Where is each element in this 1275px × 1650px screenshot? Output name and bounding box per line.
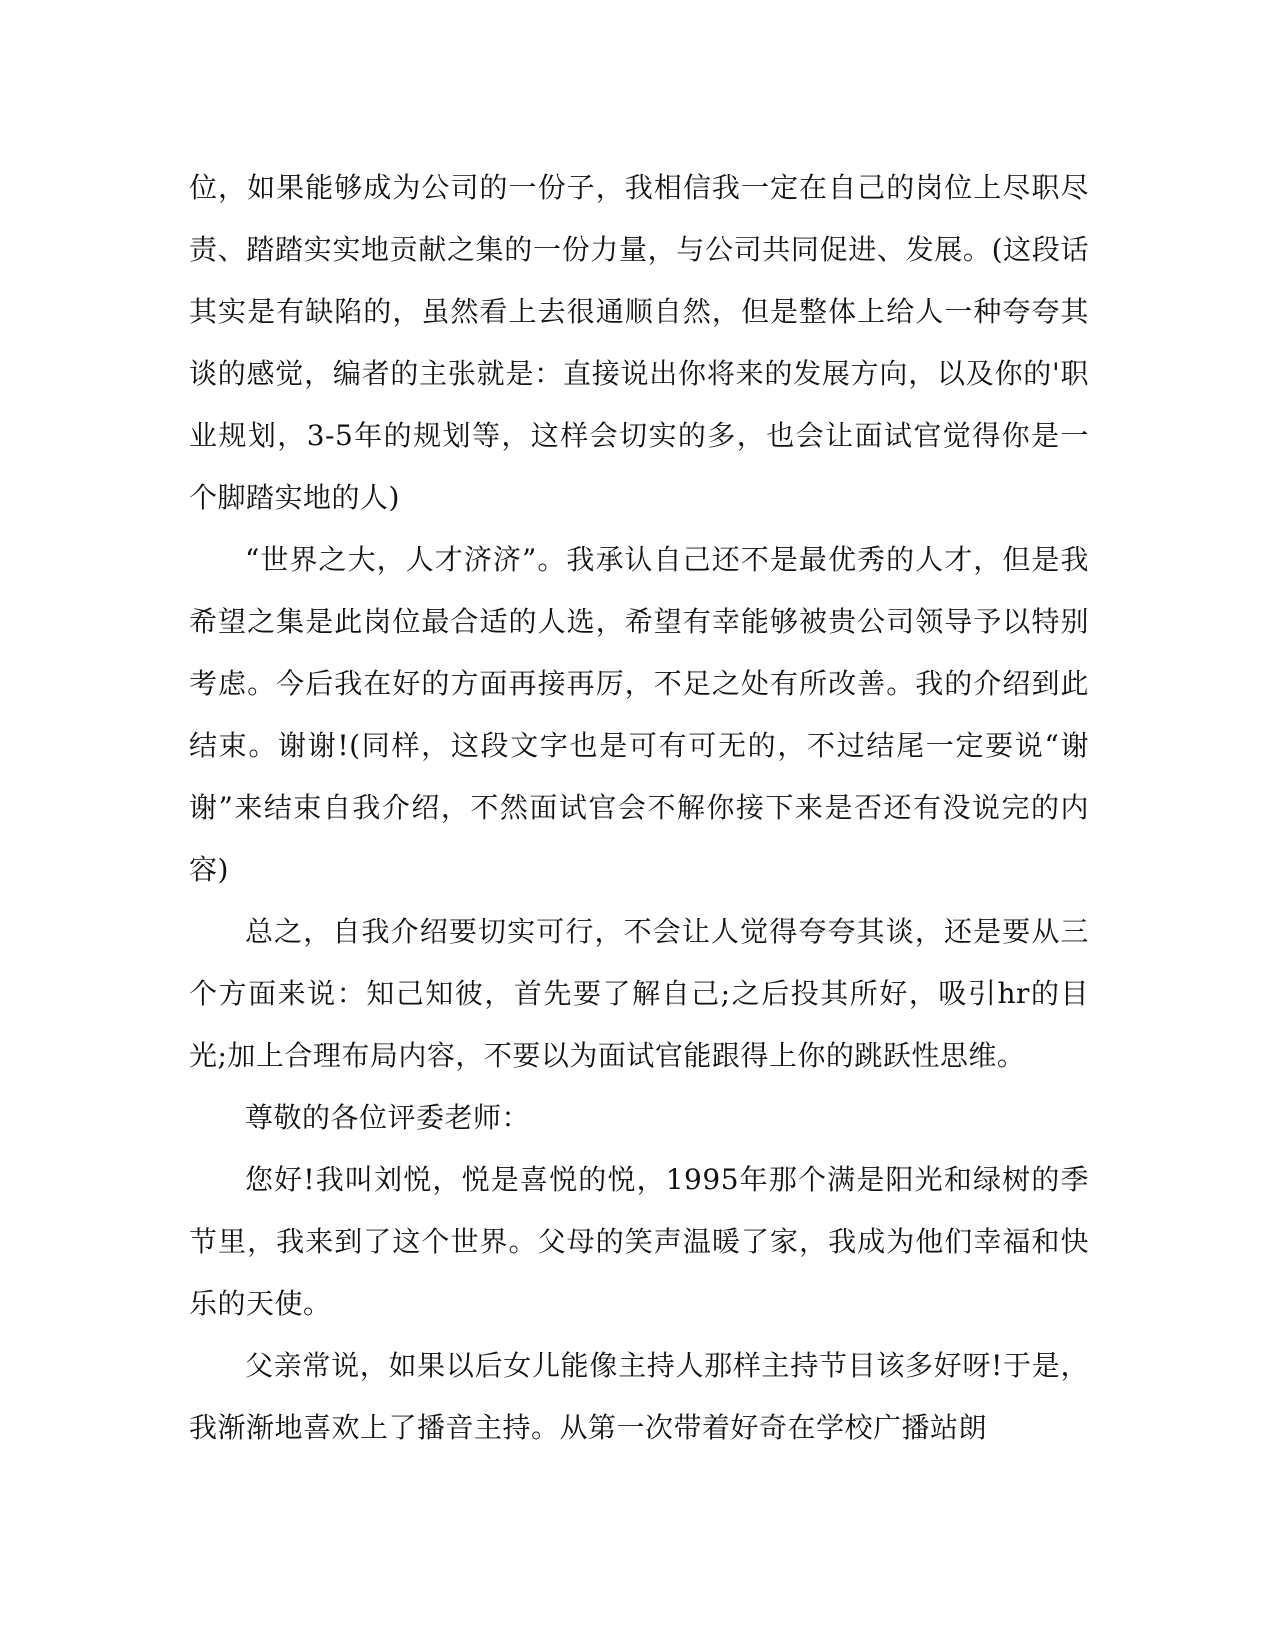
paragraph-self-introduction: 您好!我叫刘悦，悦是喜悦的悦，1995年那个满是阳光和绿树的季节里，我来到了这个世界。父母的笑声温暖了家，我成为他们幸福和快乐的天使。 [189,1163,1089,1320]
paragraph-salutation: 尊敬的各位评委老师： [245,1101,531,1134]
paragraph-closing-thanks: “世界之大，人才济济”。我承认自己还不是最优秀的人才，但是我希望之集是此岗位最合适的人选，希望有幸能够被贵公司领导予以特别考虑。今后我在好的方面再接再厉，不足之处有所改善。我的介绍到此结束。谢谢!(同样，这段文字也是可有可无的，不过结尾一定要说“谢谢”来结束自我介绍，不然面试官会不解你接下来是否还有没说完的内容) [189,543,1089,886]
paragraph-career-plan-note: 位，如果能够成为公司的一份子，我相信我一定在自己的岗位上尽职尽责、踏踏实实地贡献之集的一份力量，与公司共同促进、发展。(这段话其实是有缺陷的，虽然看上去很通顺自然，但是整体上给人一种夸夸其谈的感觉，编者的主张就是：直接说出你将来的发展方向，以及你的'职业规划，3-5年的规划等，这样会切实的多，也会让面试官觉得你是一个脚踏实地的人) [189,171,1089,514]
paragraph-summary: 总之，自我介绍要切实可行，不会让人觉得夸夸其谈，还是要从三个方面来说：知己知彼，首先要了解自己;之后投其所好，吸引hr的目光;加上合理布局内容，不要以为面试官能跟得上你的跳跃性思维。 [189,915,1089,1072]
paragraph-hosting-interest: 父亲常说，如果以后女儿能像主持人那样主持节目该多好呀!于是，我渐渐地喜欢上了播音主持。从第一次带着好奇在学校广播站朗 [189,1349,1089,1444]
